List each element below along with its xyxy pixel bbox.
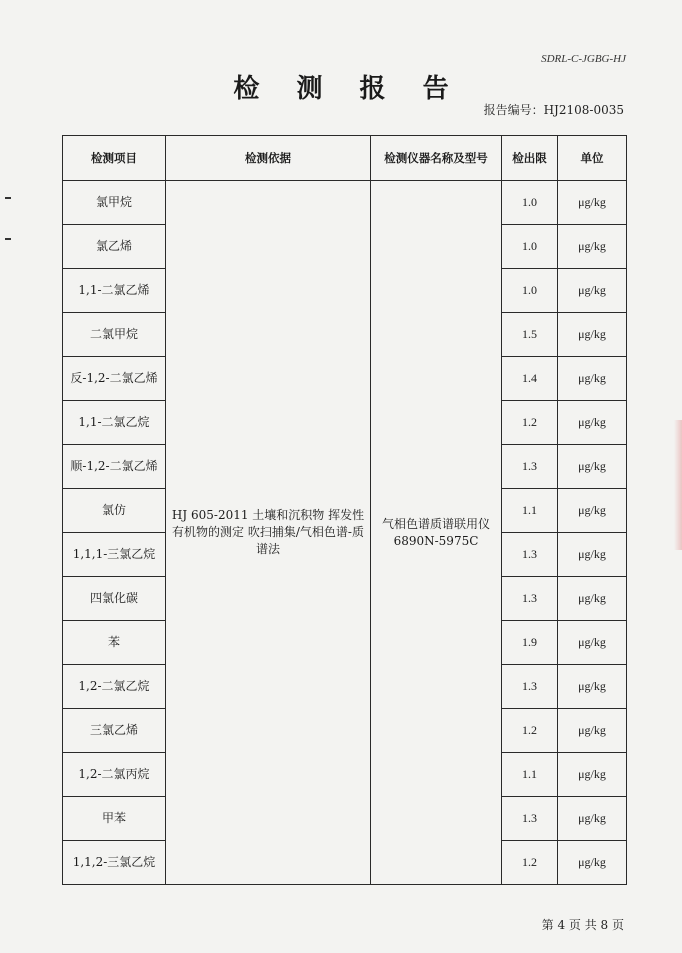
item-cell: 苯: [63, 621, 166, 665]
instrument-name: 气相色谱质谱联用仪: [381, 516, 490, 531]
item-cell: 1,1,2-三氯乙烷: [63, 841, 166, 885]
unit-cell: μg/kg: [558, 313, 627, 357]
limit-cell: 1.3: [502, 797, 558, 841]
header-unit: 单位: [558, 136, 627, 181]
limit-cell: 1.4: [502, 357, 558, 401]
unit-cell: μg/kg: [558, 753, 627, 797]
unit-cell: μg/kg: [558, 533, 627, 577]
item-cell: 甲苯: [63, 797, 166, 841]
margin-mark: [5, 197, 11, 199]
unit-cell: μg/kg: [558, 665, 627, 709]
unit-cell: μg/kg: [558, 841, 627, 885]
limit-cell: 1.2: [502, 401, 558, 445]
item-cell: 1,2-二氯丙烷: [63, 753, 166, 797]
stamp-edge: [674, 420, 682, 550]
item-cell: 1,1-二氯乙烯: [63, 269, 166, 313]
item-cell: 四氯化碳: [63, 577, 166, 621]
unit-cell: μg/kg: [558, 357, 627, 401]
unit-cell: μg/kg: [558, 269, 627, 313]
limit-cell: 1.1: [502, 489, 558, 533]
item-cell: 反-1,2-二氯乙烯: [63, 357, 166, 401]
limit-cell: 1.3: [502, 577, 558, 621]
instrument-model: 6890N-5975C: [393, 533, 479, 548]
unit-cell: μg/kg: [558, 621, 627, 665]
unit-cell: μg/kg: [558, 577, 627, 621]
limit-cell: 1.5: [502, 313, 558, 357]
item-cell: 氯乙烯: [63, 225, 166, 269]
limit-cell: 1.9: [502, 621, 558, 665]
limit-cell: 1.0: [502, 225, 558, 269]
page-number: 第 4 页 共 8 页: [541, 918, 624, 932]
limit-cell: 1.0: [502, 269, 558, 313]
header-item: 检测项目: [63, 136, 166, 181]
limit-cell: 1.2: [502, 841, 558, 885]
detection-table: [62, 135, 627, 885]
unit-cell: μg/kg: [558, 401, 627, 445]
table-row: [63, 181, 627, 225]
page-title: 检 测 报 告: [233, 74, 463, 104]
header-instrument: 检测仪器名称及型号: [371, 136, 502, 181]
item-cell: 氯甲烷: [63, 181, 166, 225]
limit-cell: 1.0: [502, 181, 558, 225]
instrument-cell: [371, 181, 502, 885]
limit-cell: 1.2: [502, 709, 558, 753]
limit-cell: 1.3: [502, 533, 558, 577]
report-number: 报告编号：HJ2108-0035: [483, 103, 624, 117]
header-basis: 检测依据: [166, 136, 371, 181]
table-header-row: [63, 136, 627, 181]
document-code: SDRL-C-JGBG-HJ: [541, 53, 626, 65]
unit-cell: μg/kg: [558, 225, 627, 269]
margin-mark: [5, 238, 11, 240]
item-cell: 顺-1,2-二氯乙烯: [63, 445, 166, 489]
item-cell: 二氯甲烷: [63, 313, 166, 357]
header-limit: 检出限: [502, 136, 558, 181]
item-cell: 1,1,1-三氯乙烷: [63, 533, 166, 577]
item-cell: 氯仿: [63, 489, 166, 533]
item-cell: 1,2-二氯乙烷: [63, 665, 166, 709]
item-cell: 三氯乙烯: [63, 709, 166, 753]
limit-cell: 1.3: [502, 445, 558, 489]
unit-cell: μg/kg: [558, 797, 627, 841]
unit-cell: μg/kg: [558, 709, 627, 753]
item-cell: 1,1-二氯乙烷: [63, 401, 166, 445]
unit-cell: μg/kg: [558, 445, 627, 489]
limit-cell: 1.3: [502, 665, 558, 709]
unit-cell: μg/kg: [558, 489, 627, 533]
unit-cell: μg/kg: [558, 181, 627, 225]
limit-cell: 1.1: [502, 753, 558, 797]
basis-cell: HJ 605-2011 土壤和沉积物 挥发性有机物的测定 吹扫捕集/气相色谱-质谱法: [166, 181, 371, 885]
